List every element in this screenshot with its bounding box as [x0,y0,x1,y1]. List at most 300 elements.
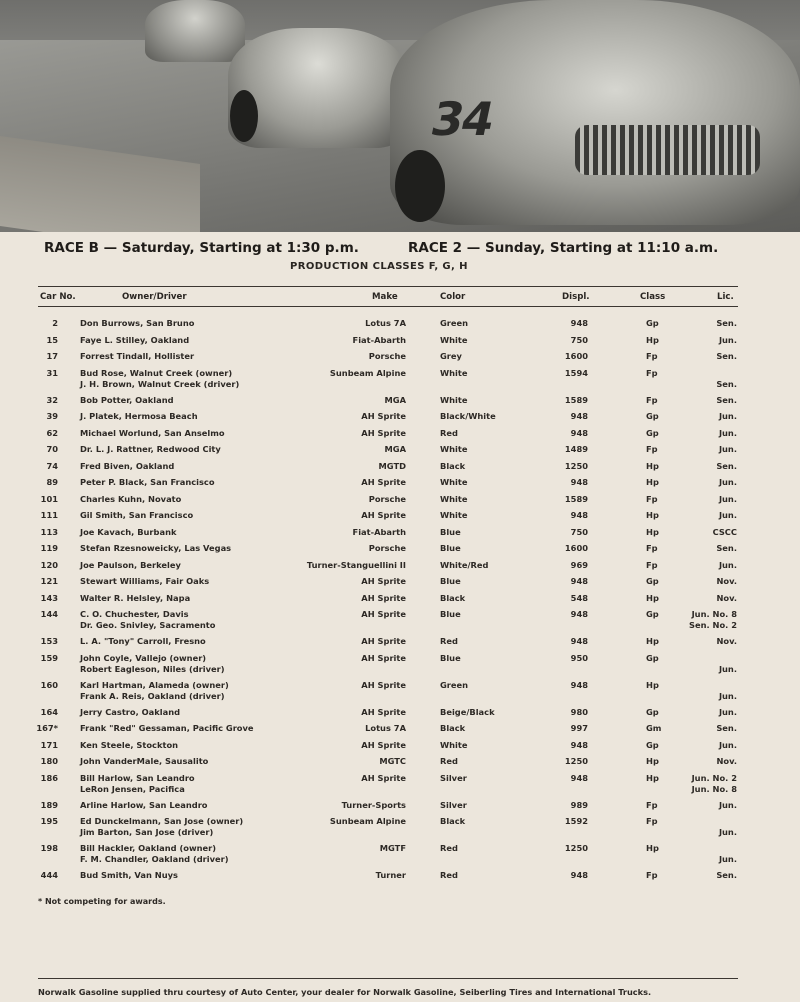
make-cell: Porsche [368,493,406,504]
col-color: Color [440,292,466,302]
class-cell: Fp [646,351,658,361]
owner-line: Dr. L. J. Rattner, Redwood City [80,444,221,454]
class-cell: Fp [646,444,658,454]
owner-line: Bud Rose, Walnut Creek (owner) [80,367,233,378]
license-line: Jun. [718,706,737,717]
class-cell: Gp [646,609,659,619]
owner-line: Michael Worlund, San Anselmo [80,427,225,438]
license-line: Jun. [718,663,737,674]
class-cell: Gp [646,411,659,421]
license-line: Jun. [718,334,737,345]
displacement-cell: 980 [570,706,588,717]
color-cell: Blue [440,576,461,586]
car-number-cell: 144 [40,609,58,619]
displacement-cell: 1592 [564,816,588,826]
color-cell: Black [440,816,466,826]
make-cell: MGTF [379,843,406,853]
make-cell: MGA [384,394,406,405]
owner-driver-cell [80,707,180,718]
license-cell [680,593,737,604]
make-cell: Porsche [368,351,406,361]
table-row [0,843,800,870]
license-line: Jun. [718,690,737,701]
class-cell: Fp [646,799,658,810]
license-line: Sen. [716,351,737,361]
displacement-cell: 1250 [564,756,588,766]
owner-driver-cell [80,543,231,554]
owner-line: Ken Steele, Stockton [80,739,179,750]
class-cell: Gp [646,427,659,438]
make-cell: Lotus 7A [365,723,406,733]
table-row [0,461,800,478]
table-row [0,636,800,653]
owner-driver-cell [80,560,181,571]
make-cell: AH Sprite [361,706,406,717]
displacement-cell: 950 [570,652,588,663]
license-cell [680,510,737,521]
owner-line: Dr. Geo. Snivley, Sacramento [80,620,216,630]
displacement-cell: 948 [570,318,588,328]
class-cell: Gp [646,576,659,586]
owner-driver-cell [80,527,177,538]
owner-line: Peter P. Black, San Francisco [80,477,215,487]
car-number-cell: 159 [40,652,58,663]
owner-driver-cell [80,411,198,422]
owner-driver-cell [80,800,208,811]
color-cell: Black [440,723,466,733]
owner-driver-cell [80,653,225,675]
car-number-cell: 444 [40,870,58,880]
classes-subtitle: PRODUCTION CLASSES F, G, H [290,261,468,272]
license-line [680,680,737,691]
make-cell: AH Sprite [361,652,406,663]
car-number-cell: 195 [40,816,58,826]
table-row [0,411,800,428]
license-line: Sen. No. 2 [688,620,737,630]
displacement-cell: 948 [570,427,588,438]
displacement-cell: 1589 [564,394,588,405]
license-cell [680,318,737,329]
displacement-cell: 948 [570,609,588,619]
color-cell: Black [440,460,466,471]
owner-driver-cell [80,609,215,631]
make-cell: AH Sprite [361,576,406,586]
class-cell: Gp [646,739,659,750]
make-cell: MGTC [379,756,406,766]
car-number-cell: 17 [46,351,58,361]
owner-driver-cell [80,870,178,881]
class-cell: Gm [646,723,662,733]
displacement-cell: 969 [570,559,588,570]
class-cell: Hp [646,843,659,853]
car-number-cell: 2 [52,318,58,328]
class-cell: Hp [646,334,659,345]
license-cell [680,723,737,734]
license-line: Nov. [716,592,737,603]
license-line: Jun. [718,444,737,454]
license-cell [680,461,737,472]
license-line: Jun. [718,739,737,750]
color-cell: Blue [440,526,461,537]
owner-driver-cell [80,318,194,329]
license-line: Jun. No. 8 [691,783,737,794]
owner-line: Bill Hackler, Oakland (owner) [80,843,217,853]
class-cell: Fp [646,816,658,826]
displacement-cell: 948 [570,576,588,586]
table-row [0,740,800,757]
owner-line: Stefan Rzesnoweicky, Las Vegas [80,543,232,553]
license-line: Sen. [716,318,737,328]
distant-race-car [145,0,245,62]
color-cell: White [440,493,468,504]
make-cell: AH Sprite [361,427,406,438]
table-row [0,527,800,544]
owner-line: L. A. "Tony" Carroll, Fresno [80,636,206,646]
owner-driver-cell [80,593,190,604]
color-cell: Blue [440,652,461,663]
owner-driver-cell [80,756,208,767]
license-line: Jun. [718,827,737,837]
license-line: Jun. [718,854,737,864]
car-number-cell: 160 [40,679,58,690]
owner-line: Bud Smith, Van Nuys [80,870,178,880]
make-cell: Turner-Stanguellini II [306,559,406,570]
license-line [680,816,737,827]
displacement-cell: 1594 [564,367,588,378]
class-cell: Hp [646,636,659,646]
class-cell: Hp [646,460,659,471]
car-number-cell: 120 [40,559,58,570]
car-number-cell: 31 [46,367,58,378]
displacement-cell: 1589 [564,493,588,504]
color-cell: Red [440,843,458,853]
displacement-cell: 1600 [564,543,588,553]
owner-line: J. Platek, Hermosa Beach [80,411,198,421]
color-cell: Beige/Black [440,706,495,717]
displacement-cell: 548 [570,592,588,603]
table-row [0,593,800,610]
color-cell: Black/White [440,411,496,421]
displacement-cell: 948 [570,477,588,487]
license-cell [680,411,737,422]
class-cell: Gp [646,652,659,663]
color-cell: Blue [440,609,461,619]
table-row [0,800,800,817]
class-cell: Hp [646,510,659,520]
license-cell [680,543,737,554]
make-cell: MGA [384,444,406,454]
license-cell [680,800,737,811]
license-line: Nov. [716,576,737,586]
car-number-cell: 15 [46,334,58,345]
owner-driver-cell [80,680,229,702]
license-cell [680,395,737,406]
displacement-cell: 750 [570,526,588,537]
license-cell [680,740,737,751]
owner-line: J. H. Brown, Walnut Creek (driver) [80,378,240,389]
owner-driver-cell [80,444,221,455]
car-number-cell: 89 [46,477,58,487]
sponsor-footer: Norwalk Gasoline supplied thru courtesy of Auto Center, your dealer for Norwalk Gasoline, Seiberling Tires and International Trucks. [38,987,652,997]
displacement-cell: 948 [570,679,588,690]
license-cell [680,477,737,488]
make-cell: Turner [375,870,406,880]
table-row [0,576,800,593]
car-number-cell: 32 [46,394,58,405]
license-line: Jun. [718,411,737,421]
license-line [680,368,737,379]
car-number-cell: 189 [40,799,58,810]
owner-line: John VanderMale, Sausalito [80,756,209,766]
class-cell: Hp [646,772,659,783]
owner-line: Frank A. Reis, Oakland (driver) [80,690,225,701]
displacement-cell: 948 [570,870,588,880]
car-wheel [395,150,445,222]
license-line [680,843,737,854]
car-number-cell: 198 [40,843,58,853]
entry-list [0,318,800,887]
table-row [0,494,800,511]
owner-driver-cell [80,494,181,505]
owner-line: Frank "Red" Gessaman, Pacific Grove [80,723,254,733]
race-2-heading: RACE 2 — Sunday, Starting at 11:10 a.m. [408,240,719,256]
color-cell: Black [440,592,466,603]
owner-line: LeRon Jensen, Pacifica [80,783,185,794]
car-number-cell: 164 [40,706,58,717]
class-cell: Fp [646,394,658,405]
class-cell: Hp [646,756,659,766]
car-number-cell: 121 [40,576,58,586]
owner-driver-cell [80,477,215,488]
color-cell: White [440,367,468,378]
class-cell: Gp [646,706,659,717]
owner-line: Bill Harlow, San Leandro [80,772,195,783]
col-owner: Owner/Driver [122,292,187,302]
make-cell: Sunbeam Alpine [329,816,406,826]
color-cell: Green [440,318,469,328]
car-number-cell: 171 [40,739,58,750]
owner-driver-cell [80,351,194,362]
corvette-grille [575,125,760,175]
make-cell: Fiat-Abarth [352,334,406,345]
make-cell: AH Sprite [361,772,406,783]
col-car-no: Car No. [40,292,76,302]
make-cell: AH Sprite [361,739,406,750]
license-line: Jun. No. 2 [691,772,737,783]
col-make: Make [372,292,398,302]
owner-driver-cell [80,843,229,865]
car-number-cell: 180 [40,756,58,766]
class-cell: Fp [646,543,658,553]
owner-line: Charles Kuhn, Novato [80,493,182,504]
license-cell [680,609,737,631]
col-lic: Lic. [717,292,734,302]
color-cell: White [440,444,468,454]
class-cell: Fp [646,493,658,504]
col-displ: Displ. [562,292,590,302]
displacement-cell: 948 [570,772,588,783]
table-top-rule [38,286,738,287]
col-class: Class [640,292,666,302]
displacement-cell: 948 [570,739,588,750]
license-cell [680,870,737,881]
make-cell: AH Sprite [361,609,406,619]
make-cell: AH Sprite [361,592,406,603]
owner-line: Joe Kavach, Burbank [80,526,177,537]
table-row [0,560,800,577]
license-cell [680,576,737,587]
table-header-rule [38,306,738,307]
license-line: Sen. [716,543,737,553]
footer-rule [38,978,738,979]
car-number-cell: 101 [40,493,58,504]
car-number-cell: 113 [40,526,58,537]
car-number-cell: 143 [40,592,58,603]
owner-line: Arline Harlow, San Leandro [80,799,208,810]
make-cell: AH Sprite [361,477,406,487]
make-cell: Porsche [368,543,406,553]
license-line: Sen. [716,723,737,733]
license-cell [680,653,737,675]
license-cell [680,756,737,767]
owner-driver-cell [80,335,189,346]
displacement-cell: 997 [570,723,588,733]
owner-driver-cell [80,510,193,521]
owner-line: Forrest Tindall, Hollister [80,351,195,361]
displacement-cell: 750 [570,334,588,345]
color-cell: White/Red [440,559,489,570]
table-row [0,510,800,527]
license-line [680,653,737,664]
make-cell: Sunbeam Alpine [329,367,406,378]
table-row [0,428,800,445]
car-number-cell: 167* [36,723,58,733]
license-cell [680,636,737,647]
table-row [0,543,800,560]
color-cell: White [440,510,468,520]
class-cell: Hp [646,526,659,537]
owner-driver-cell [80,773,195,795]
color-cell: Red [440,636,458,646]
table-row [0,395,800,412]
license-line: Nov. [716,636,737,646]
car-number-cell: 70 [46,444,58,454]
car-wheel [230,90,258,142]
make-cell: Fiat-Abarth [352,526,406,537]
make-cell: AH Sprite [361,411,406,421]
class-cell: Hp [646,592,659,603]
color-cell: Green [440,679,469,690]
license-line: Jun. [718,477,737,487]
owner-line: Jerry Castro, Oakland [80,706,181,717]
owner-line: Robert Eagleson, Niles (driver) [80,663,225,674]
displacement-cell: 1489 [564,444,588,454]
owner-line: Ed Dunckelmann, San Jose (owner) [80,816,244,826]
table-row [0,609,800,636]
color-cell: White [440,477,468,487]
car-number: 34 [426,92,498,146]
color-cell: Red [440,870,458,880]
table-row [0,368,800,395]
owner-driver-cell [80,461,174,472]
class-cell: Fp [646,870,658,880]
table-row [0,870,800,887]
make-cell: Lotus 7A [365,318,406,328]
footnote: * Not competing for awards. [38,897,166,906]
owner-driver-cell [80,428,225,439]
displacement-cell: 989 [570,799,588,810]
owner-driver-cell [80,395,174,406]
make-cell: AH Sprite [361,679,406,690]
color-cell: Red [440,427,458,438]
make-cell: Turner-Sports [341,799,406,810]
car-number-cell: 186 [40,772,58,783]
displacement-cell: 1600 [564,351,588,361]
make-cell: AH Sprite [361,510,406,520]
owner-driver-cell [80,816,243,838]
car-number-cell: 153 [40,636,58,646]
class-cell: Hp [646,477,659,487]
displacement-cell: 948 [570,411,588,421]
license-line: Sen. [716,460,737,471]
license-cell [680,843,737,865]
license-line: Jun. [718,427,737,438]
license-cell [680,707,737,718]
table-row [0,707,800,724]
license-line: Nov. [716,756,737,766]
table-row [0,816,800,843]
race-b-heading: RACE B — Saturday, Starting at 1:30 p.m. [44,240,359,256]
owner-line: Don Burrows, San Bruno [80,318,195,328]
owner-line: Fred Biven, Oakland [80,460,175,471]
color-cell: Silver [440,799,467,810]
class-cell: Fp [646,559,658,570]
color-cell: Red [440,756,458,766]
owner-line: C. O. Chuchester, Davis [80,609,189,619]
owner-line: Karl Hartman, Alameda (owner) [80,679,229,690]
license-cell [680,773,737,795]
table-row [0,773,800,800]
license-line: Sen. [716,378,737,389]
table-row [0,723,800,740]
license-cell [680,494,737,505]
table-row [0,477,800,494]
license-line: Jun. [718,510,737,520]
license-line: CSCC [712,526,737,537]
color-cell: Grey [440,351,462,361]
owner-line: Faye L. Stilley, Oakland [80,334,190,345]
race-photo [0,0,800,232]
make-cell: AH Sprite [361,636,406,646]
license-cell [680,680,737,702]
table-row [0,335,800,352]
color-cell: White [440,739,468,750]
license-line: Jun. No. 8 [691,609,737,619]
owner-line: Walter R. Helsley, Napa [80,592,191,603]
car-number-cell: 119 [40,543,58,553]
displacement-cell: 1250 [564,843,588,853]
displacement-cell: 948 [570,510,588,520]
table-row [0,756,800,773]
license-line: Jun. [718,559,737,570]
displacement-cell: 1250 [564,460,588,471]
owner-driver-cell [80,723,254,734]
car-number-cell: 62 [46,427,58,438]
owner-line: Stewart Williams, Fair Oaks [80,576,210,586]
car-number-cell: 111 [40,510,58,520]
color-cell: White [440,394,468,405]
license-cell [680,368,737,390]
